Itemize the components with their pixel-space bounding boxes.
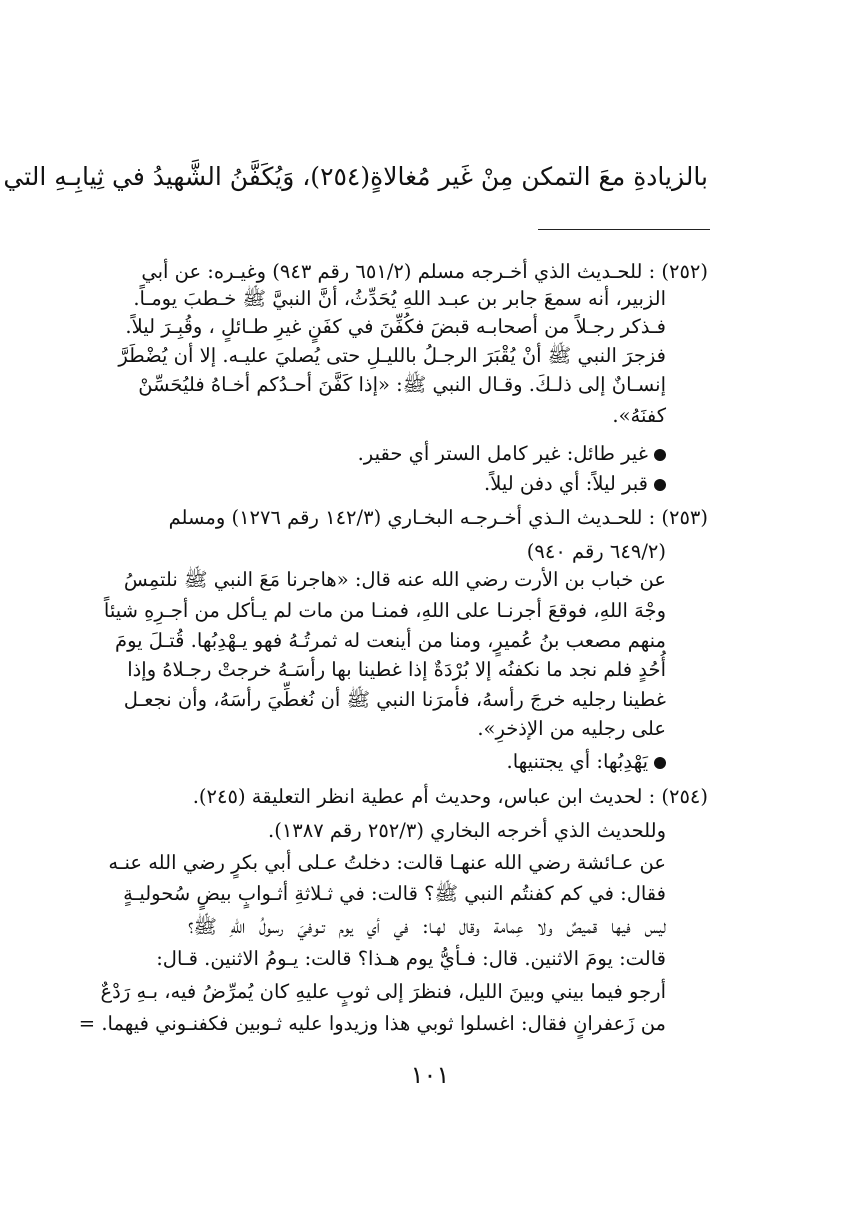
footnote-252-line-1: (٢٥٢) : للحـديث الذي أخـرجه مسلم (٦٥١/٢ رقم ٩٤٣) وغيـره: عن أبي bbox=[141, 260, 708, 283]
footnote-253-line-8: على رجليه من الإذخرِ». bbox=[477, 717, 666, 740]
footnote-252-line-4: فزجرَ النبي ﷺ أنْ يُقْبَرَ الرجـلُ بالليـلِ حتى يُصليَ عليـه. إلا أن يُضْطَرَّ bbox=[118, 344, 666, 367]
footnote-252-line-6: كفنَهُ». bbox=[612, 404, 666, 427]
footnote-253-line-6: أُحُدٍ فلم نجد ما نكفنُه إلا بُرْدَةٌ إذا غطينا بها رأسَـهُ خرجتْ رجـلاهُ وإذا bbox=[127, 658, 666, 681]
footnote-254-line-8: من زَعفرانٍ فقال: اغسلوا ثوبي هذا وزيدوا عليه ثـوبين فكفنـوني فيهما. = bbox=[78, 1012, 666, 1035]
page-number: ١٠١ bbox=[410, 1061, 450, 1089]
bullet-icon bbox=[654, 449, 666, 461]
footnote-252-gloss-1: غير طائل: غير كامل الستر أي حقير. bbox=[188, 440, 666, 468]
main-text-line: بالزيادةِ معَ التمكن مِنْ غَير مُغالاةٍ(٢٥٤)، وَيُكَفَّنُ الشَّهيدُ في ثِيابِـهِ التي bbox=[3, 162, 708, 191]
footnote-252-line-5: إنسـانٌ إلى ذلـكَ. وقـال النبي ﷺ: «إذا كَفَّنَ أحـدُكم أخـاهُ فليُحَسِّنْ bbox=[138, 373, 666, 396]
footnote-separator-rule bbox=[538, 229, 710, 230]
bullet-icon bbox=[654, 757, 666, 769]
footnote-252-line-3: فـذكر رجـلاً من أصحابـه قبضَ فكُفِّنَ في كفَنٍ غيرِ طـائلٍ ، وقُبِـرَ ليلاً. bbox=[125, 315, 666, 338]
footnote-254-line-4: فقال: في كم كفنتُم النبي ﷺ؟ قالت: في ثـلاثةِ أثـوابٍ بيضٍ سُحوليـةٍ bbox=[123, 882, 666, 905]
bullet-icon bbox=[654, 479, 666, 491]
footnote-254-line-6: قالت: يومَ الاثنين. قال: فـأيُّ يوم هـذا؟ قالت: يـومُ الاثنين. قـال: bbox=[156, 947, 666, 970]
footnote-254-line-1: (٢٥٤) : لحديث ابن عباس، وحديث أم عطية انظر التعليقة (٢٤٥). bbox=[192, 785, 708, 808]
footnote-253-line-3: عن خباب بن الأرت رضي الله عنه قال: «هاجرنا مَعَ النبي ﷺ نلتمِسُ bbox=[123, 568, 666, 591]
footnote-253-gloss: يَهْدِبُها: أي يجتنيها. bbox=[188, 748, 666, 776]
footnote-254-line-5: ليس فيها قميصٌ ولا عِمامة وقال لهـا: في أي يوم تـوفيَ رسولُ اللهِ ﷺ؟ bbox=[188, 915, 666, 938]
footnote-254-line-7: أرجو فيما بيني وبينَ الليل، فنظرَ إلى ثوبٍ عليهِ كان يُمرِّضُ فيه، بـهِ رَدْعٌ bbox=[100, 980, 666, 1003]
footnote-252-line-2: الزبير، أنه سمعَ جابر بن عبـد اللهِ يُحَدِّثُ، أنَّ النبيَّ ﷺ خـطبَ يومـاً. bbox=[133, 287, 666, 310]
footnote-252-gloss-2: قبر ليلاً: أي دفن ليلاً. bbox=[188, 470, 666, 498]
footnote-253-line-4: وجْهَ اللهِ، فوقعَ أجرنـا على اللهِ، فمنـا من مات لم يـأكل من أجـرِهِ شيئاً bbox=[103, 599, 666, 622]
footnote-253-line-1: (٢٥٣) : للحـديث الـذي أخـرجـه البخـاري (١٤٢/٣ رقم ١٢٧٦) ومسلم bbox=[168, 506, 708, 529]
footnote-254-line-2: وللحديث الذي أخرجه البخاري (٢٥٢/٣ رقم ١٣٨٧). bbox=[268, 819, 666, 842]
footnote-253-line-5: منهم مصعب بنُ عُميرٍ، ومنا من أينعت له ثمرتُـهُ فهو يـهْدِبُها. قُتـلَ يومَ bbox=[115, 629, 666, 652]
footnote-254-line-3: عن عـائشة رضي الله عنهـا قالت: دخلتُ عـلى أبي بكرٍ رضي الله عنـه bbox=[108, 851, 666, 874]
footnote-253-line-2: (٦٤٩/٢ رقم ٩٤٠) bbox=[526, 540, 666, 563]
footnote-253-line-7: غطينا رجليه خرجَ رأسهُ، فأمرَنا النبي ﷺ أن نُغطِّيَ رأسَهُ، وأن نجعـل bbox=[123, 688, 666, 711]
